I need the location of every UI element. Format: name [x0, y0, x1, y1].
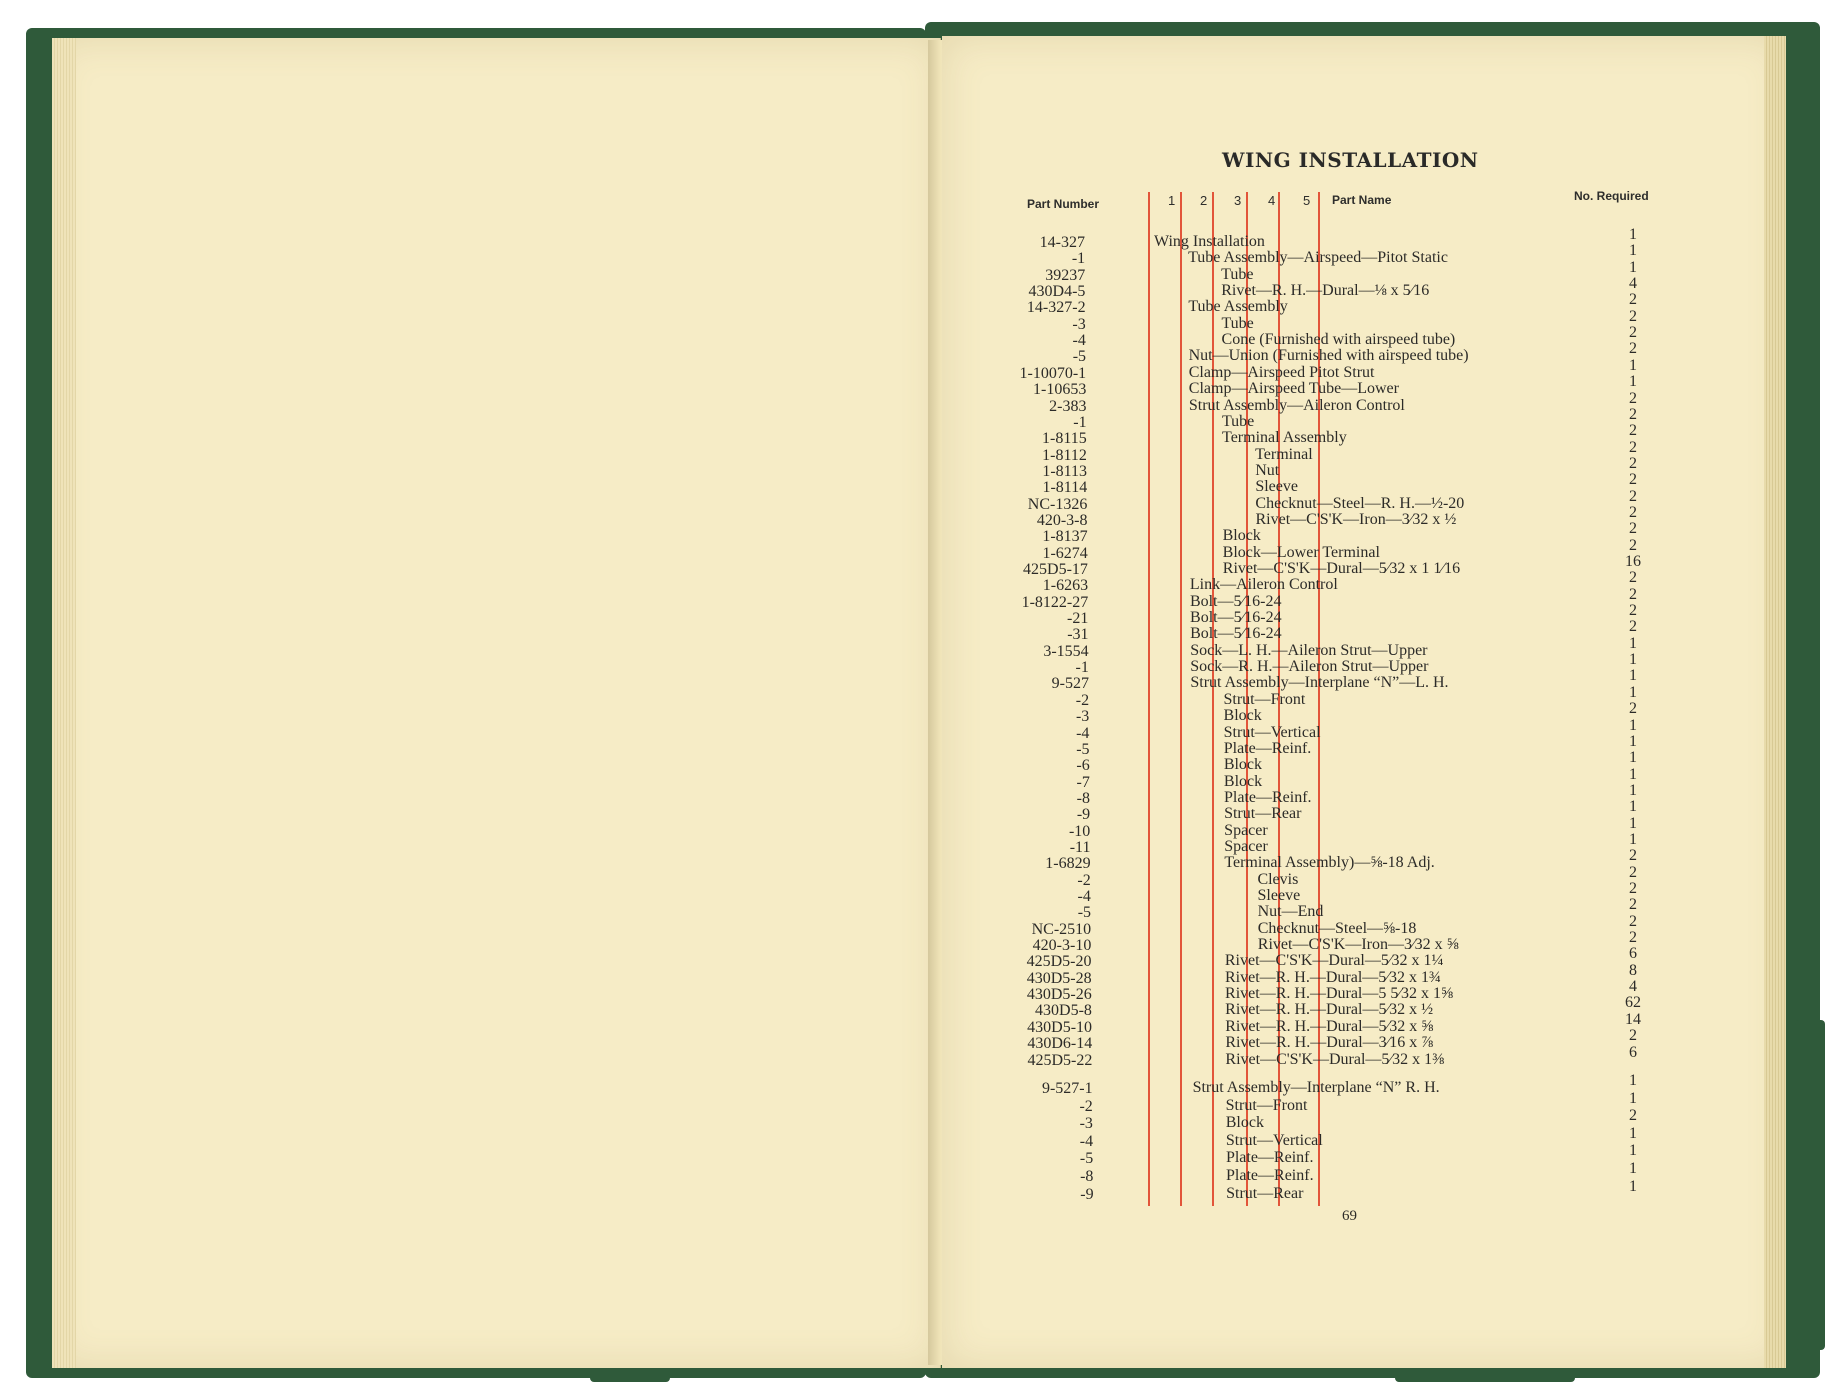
cover-tab [1795, 1020, 1825, 1350]
part-number-cell: -2 [1075, 691, 1090, 709]
quantity-cell: 6 [1629, 1043, 1637, 1061]
part-name-cell: Rivet—C'S'K—Dural—5⁄32 x 1¼ [1224, 952, 1444, 970]
part-name-cell: Rivet—R. H.—Dural—5⁄32 x ½ [1225, 1001, 1434, 1019]
header-col-5: 5 [1303, 193, 1311, 208]
part-name-cell: Rivet—R. H.—Dural—3⁄16 x ⅞ [1225, 1034, 1434, 1052]
part-name-cell: Strut—Vertical [1225, 1131, 1323, 1149]
part-number-cell: 1-6274 [1042, 544, 1088, 562]
part-number-cell: 1-6829 [1045, 855, 1091, 873]
part-name-cell: Tube [1221, 412, 1255, 430]
quantity-cell: 1 [1629, 226, 1637, 243]
part-number-cell: 9-527 [1051, 675, 1089, 693]
part-number-cell: -7 [1076, 773, 1090, 791]
quantity-cell: 2 [1629, 1107, 1637, 1125]
part-name-cell: Bolt—5⁄16-24 [1190, 609, 1282, 627]
quantity-cell: 4 [1629, 275, 1637, 293]
part-number-cell: 1-10653 [1032, 381, 1087, 399]
part-number-cell: 1-8115 [1042, 430, 1087, 448]
part-name-cell: Spacer [1224, 837, 1268, 855]
part-number-cell: 420-3-8 [1036, 511, 1088, 529]
quantity-cell: 2 [1629, 847, 1637, 865]
header-col-2: 2 [1200, 193, 1208, 208]
header-part-name: Part Name [1332, 193, 1392, 207]
part-name-cell: Tube Assembly [1188, 298, 1288, 316]
part-name-cell: Plate—Reinf. [1225, 1149, 1314, 1167]
part-name-cell: Tube Assembly—Airspeed—Pitot Static [1188, 249, 1448, 267]
part-name-cell: Plate—Reinf. [1224, 788, 1312, 806]
part-number-cell: 1-8122-27 [1021, 593, 1089, 611]
part-name-cell: Block [1223, 707, 1262, 725]
part-name-cell: Sock—L. H.—Aileron Strut—Upper [1190, 641, 1428, 659]
quantity-cell: 1 [1629, 1124, 1637, 1142]
part-number-cell: -1 [1073, 413, 1087, 431]
quantity-cell: 2 [1629, 405, 1637, 423]
quantity-cell: 2 [1629, 880, 1637, 897]
part-number-cell: -2 [1077, 871, 1091, 889]
page-title: WING INSTALLATION [1222, 148, 1479, 172]
part-name-cell: Block [1222, 527, 1261, 545]
part-number-cell: 430D5-26 [1026, 986, 1092, 1004]
quantity-cell: 2 [1629, 929, 1637, 947]
part-number-cell: 425D5-22 [1027, 1051, 1093, 1069]
part-number-cell: -31 [1067, 626, 1089, 644]
quantity-cell: 8 [1629, 961, 1637, 979]
part-number-cell: 1-8137 [1042, 528, 1088, 546]
quantity-cell: 1 [1629, 356, 1637, 374]
part-number-cell: NC-1326 [1027, 495, 1088, 513]
part-number-cell: 1-6263 [1042, 577, 1089, 595]
quantity-cell: 2 [1629, 618, 1637, 636]
header-no-required: No. Required [1574, 189, 1649, 203]
header-col-1: 1 [1168, 193, 1176, 208]
part-name-cell: Bolt—5⁄16-24 [1190, 625, 1282, 643]
quantity-cell: 2 [1629, 471, 1637, 489]
part-name-cell: Strut Assembly—Aileron Control [1188, 396, 1405, 414]
quantity-cell: 1 [1629, 1072, 1637, 1089]
part-name-cell: Block [1223, 756, 1263, 774]
quantity-cell: 2 [1629, 569, 1637, 587]
page-number: 69 [1342, 1208, 1357, 1224]
part-name-cell: Sleeve [1257, 887, 1301, 904]
part-name-cell: Rivet—C'S'K—Iron—3⁄32 x ⅝ [1257, 936, 1459, 954]
part-name-cell: Terminal Assembly)—⅝-18 Adj. [1224, 854, 1435, 872]
quantity-cell: 2 [1629, 896, 1637, 914]
quantity-cell: 16 [1625, 553, 1641, 570]
part-number-cell: -3 [1072, 315, 1086, 333]
part-number-cell: -11 [1069, 838, 1091, 856]
part-number-cell: 425D5-17 [1023, 561, 1088, 578]
quantity-cell: 2 [1629, 602, 1637, 620]
part-name-cell: Plate—Reinf. [1223, 739, 1312, 757]
quantity-cell: 1 [1629, 1177, 1637, 1195]
part-name-cell: Plate—Reinf. [1226, 1167, 1314, 1184]
header-part-number: Part Number [1027, 197, 1100, 211]
quantity-cell: 1 [1629, 749, 1637, 767]
part-name-cell: Strut—Rear [1226, 1184, 1304, 1202]
quantity-cell: 1 [1629, 683, 1637, 701]
quantity-cell: 1 [1629, 1160, 1637, 1177]
part-name-cell: Rivet—R. H.—Dural—5⁄32 x 1¾ [1224, 968, 1441, 986]
part-number-cell: -4 [1077, 888, 1091, 905]
part-number-cell: -10 [1068, 822, 1091, 840]
quantity-cell: 2 [1629, 700, 1637, 718]
quantity-cell: 2 [1629, 422, 1637, 440]
part-number-cell: 420-3-10 [1032, 937, 1092, 955]
quantity-cell: 1 [1629, 1089, 1637, 1107]
part-number-cell: -5 [1077, 904, 1092, 922]
quantity-cell: 2 [1629, 585, 1637, 603]
part-name-cell: Rivet—C'S'K—Dural—5⁄32 x 1⅜ [1225, 1050, 1445, 1068]
part-number-cell: -2 [1079, 1097, 1093, 1115]
quantity-cell: 2 [1629, 536, 1637, 554]
quantity-cell: 1 [1629, 634, 1637, 652]
part-number-cell: -5 [1072, 348, 1087, 366]
part-name-cell: Clamp—Airspeed Tube—Lower [1188, 380, 1399, 398]
quantity-cell: 2 [1629, 389, 1637, 407]
quantity-cell: 14 [1625, 1010, 1641, 1028]
part-name-cell: Terminal Assembly [1222, 429, 1347, 447]
quantity-cell: 1 [1629, 732, 1637, 750]
quantity-cell: 1 [1629, 814, 1637, 832]
part-number-cell: -21 [1067, 610, 1089, 628]
quantity-cell: 2 [1629, 454, 1637, 472]
part-name-cell: Rivet—R. H.—Dural—5⁄32 x ⅝ [1225, 1017, 1434, 1035]
quantity-cell: 2 [1629, 912, 1637, 930]
part-number-cell: -3 [1079, 1115, 1093, 1133]
part-name-cell: Strut—Front [1223, 690, 1306, 708]
part-number-cell: -9 [1080, 1185, 1094, 1203]
quantity-cell: 2 [1629, 520, 1637, 538]
header-col-3: 3 [1234, 193, 1242, 208]
indent-rule [1148, 192, 1150, 1206]
part-number-cell: -5 [1079, 1150, 1094, 1168]
part-number-cell: -9 [1076, 806, 1091, 824]
part-name-cell: Sock—R. H.—Aileron Strut—Upper [1190, 658, 1429, 676]
part-number-cell: 39237 [1045, 266, 1086, 284]
quantity-cell: 1 [1629, 242, 1637, 260]
part-name-cell: Block—Lower Terminal [1222, 543, 1380, 561]
part-number-cell: -3 [1075, 708, 1090, 726]
quantity-cell: 2 [1629, 307, 1637, 325]
part-number-cell: 1-8114 [1042, 479, 1088, 497]
part-number-cell: -5 [1076, 740, 1090, 758]
quantity-cell: 1 [1629, 781, 1637, 799]
indent-rule [1212, 192, 1214, 1206]
part-number-cell: 430D4-5 [1028, 283, 1086, 301]
quantity-cell: 2 [1629, 438, 1637, 456]
quantity-cell: 2 [1629, 487, 1637, 505]
quantity-cell: 1 [1629, 1142, 1637, 1160]
part-name-cell: Rivet—R. H.—Dural—⅛ x 5⁄16 [1221, 282, 1430, 300]
part-name-cell: Checknut—Steel—R. H.—½-20 [1255, 494, 1465, 512]
quantity-cell: 1 [1629, 798, 1637, 816]
quantity-cell: 2 [1629, 503, 1637, 521]
part-name-cell: Strut Assembly—Interplane “N” R. H. [1192, 1079, 1440, 1096]
part-number-cell: 1-8113 [1042, 462, 1088, 480]
part-number-cell: NC-2510 [1031, 920, 1092, 938]
part-number-cell: 1-10070-1 [1019, 364, 1087, 382]
part-name-cell: Cone (Furnished with airspeed tube) [1221, 331, 1456, 349]
quantity-cell: 1 [1629, 258, 1637, 276]
part-number-cell: -4 [1072, 332, 1086, 350]
part-name-cell: Terminal [1255, 445, 1313, 463]
part-number-cell: -8 [1076, 789, 1090, 807]
part-name-cell: Strut Assembly—Interplane “N”—L. H. [1190, 674, 1449, 692]
quantity-cell: 2 [1629, 1027, 1637, 1045]
part-name-cell: Rivet—C'S'K—Iron—3⁄32 x ½ [1255, 510, 1457, 528]
part-name-cell: Checknut—Steel—⅝-18 [1257, 919, 1417, 937]
part-number-cell: -4 [1079, 1132, 1094, 1150]
part-name-cell: Sleeve [1255, 478, 1298, 496]
part-name-cell: Strut—Front [1225, 1096, 1308, 1114]
part-name-cell: Strut—Vertical [1223, 723, 1321, 741]
quantity-cell: 62 [1625, 994, 1641, 1012]
part-name-cell: Rivet—C'S'K—Dural—5⁄32 x 1 1⁄16 [1222, 560, 1461, 577]
quantity-cell: 2 [1629, 340, 1637, 358]
part-number-cell: -6 [1076, 757, 1090, 775]
part-number-cell: 1-8112 [1042, 446, 1087, 464]
part-name-cell: Clevis [1257, 870, 1299, 888]
quantity-cell: 6 [1629, 945, 1637, 963]
part-name-cell: Block [1223, 772, 1263, 790]
quantity-cell: 4 [1629, 978, 1637, 996]
part-number-cell: 14-327 [1039, 234, 1085, 251]
part-number-cell: 3-1554 [1043, 642, 1089, 660]
part-name-cell: Tube [1221, 314, 1254, 332]
quantity-cell: 1 [1629, 765, 1637, 783]
part-name-cell: Bolt—5⁄16-24 [1189, 592, 1282, 610]
part-number-cell: 430D5-8 [1035, 1002, 1092, 1020]
part-number-cell: 2-383 [1049, 397, 1087, 415]
part-number-cell: 14-327-2 [1026, 299, 1086, 317]
part-name-cell: Block [1225, 1114, 1264, 1132]
part-number-cell: 9-527-1 [1041, 1080, 1093, 1097]
part-number-cell: -4 [1076, 724, 1090, 742]
left-page [52, 38, 941, 1368]
quantity-cell: 1 [1629, 651, 1637, 669]
indent-rule [1180, 192, 1182, 1206]
part-number-cell: -1 [1075, 659, 1089, 677]
part-name-cell: Spacer [1224, 821, 1268, 839]
part-number-cell: -8 [1080, 1168, 1094, 1185]
part-name-cell: Nut—Union (Furnished with airspeed tube) [1188, 347, 1469, 365]
part-name-cell: Rivet—R. H.—Dural—5 5⁄32 x 1⅝ [1225, 985, 1454, 1003]
quantity-cell: 2 [1629, 863, 1637, 881]
quantity-cell: 2 [1629, 324, 1637, 342]
part-name-cell: Nut [1255, 461, 1280, 479]
part-number-cell: 430D5-28 [1026, 969, 1092, 987]
part-name-cell: Clamp—Airspeed Pitot Strut [1188, 363, 1375, 381]
part-name-cell: Wing Installation [1154, 233, 1265, 250]
part-name-cell: Nut—End [1257, 903, 1324, 921]
part-name-cell: Tube [1221, 265, 1254, 283]
part-name-cell: Link—Aileron Control [1189, 576, 1338, 594]
part-number-cell: 425D5-20 [1026, 953, 1092, 971]
quantity-cell: 1 [1629, 716, 1637, 734]
quantity-cell: 1 [1629, 667, 1637, 685]
quantity-cell: 1 [1629, 373, 1637, 391]
part-number-cell: -1 [1071, 250, 1086, 268]
header-col-4: 4 [1268, 193, 1276, 208]
part-name-cell: Strut—Rear [1224, 805, 1302, 823]
quantity-cell: 2 [1629, 291, 1637, 309]
part-number-cell: 430D6-14 [1027, 1035, 1093, 1053]
part-number-cell: 430D5-10 [1027, 1018, 1093, 1036]
quantity-cell: 1 [1629, 830, 1637, 848]
